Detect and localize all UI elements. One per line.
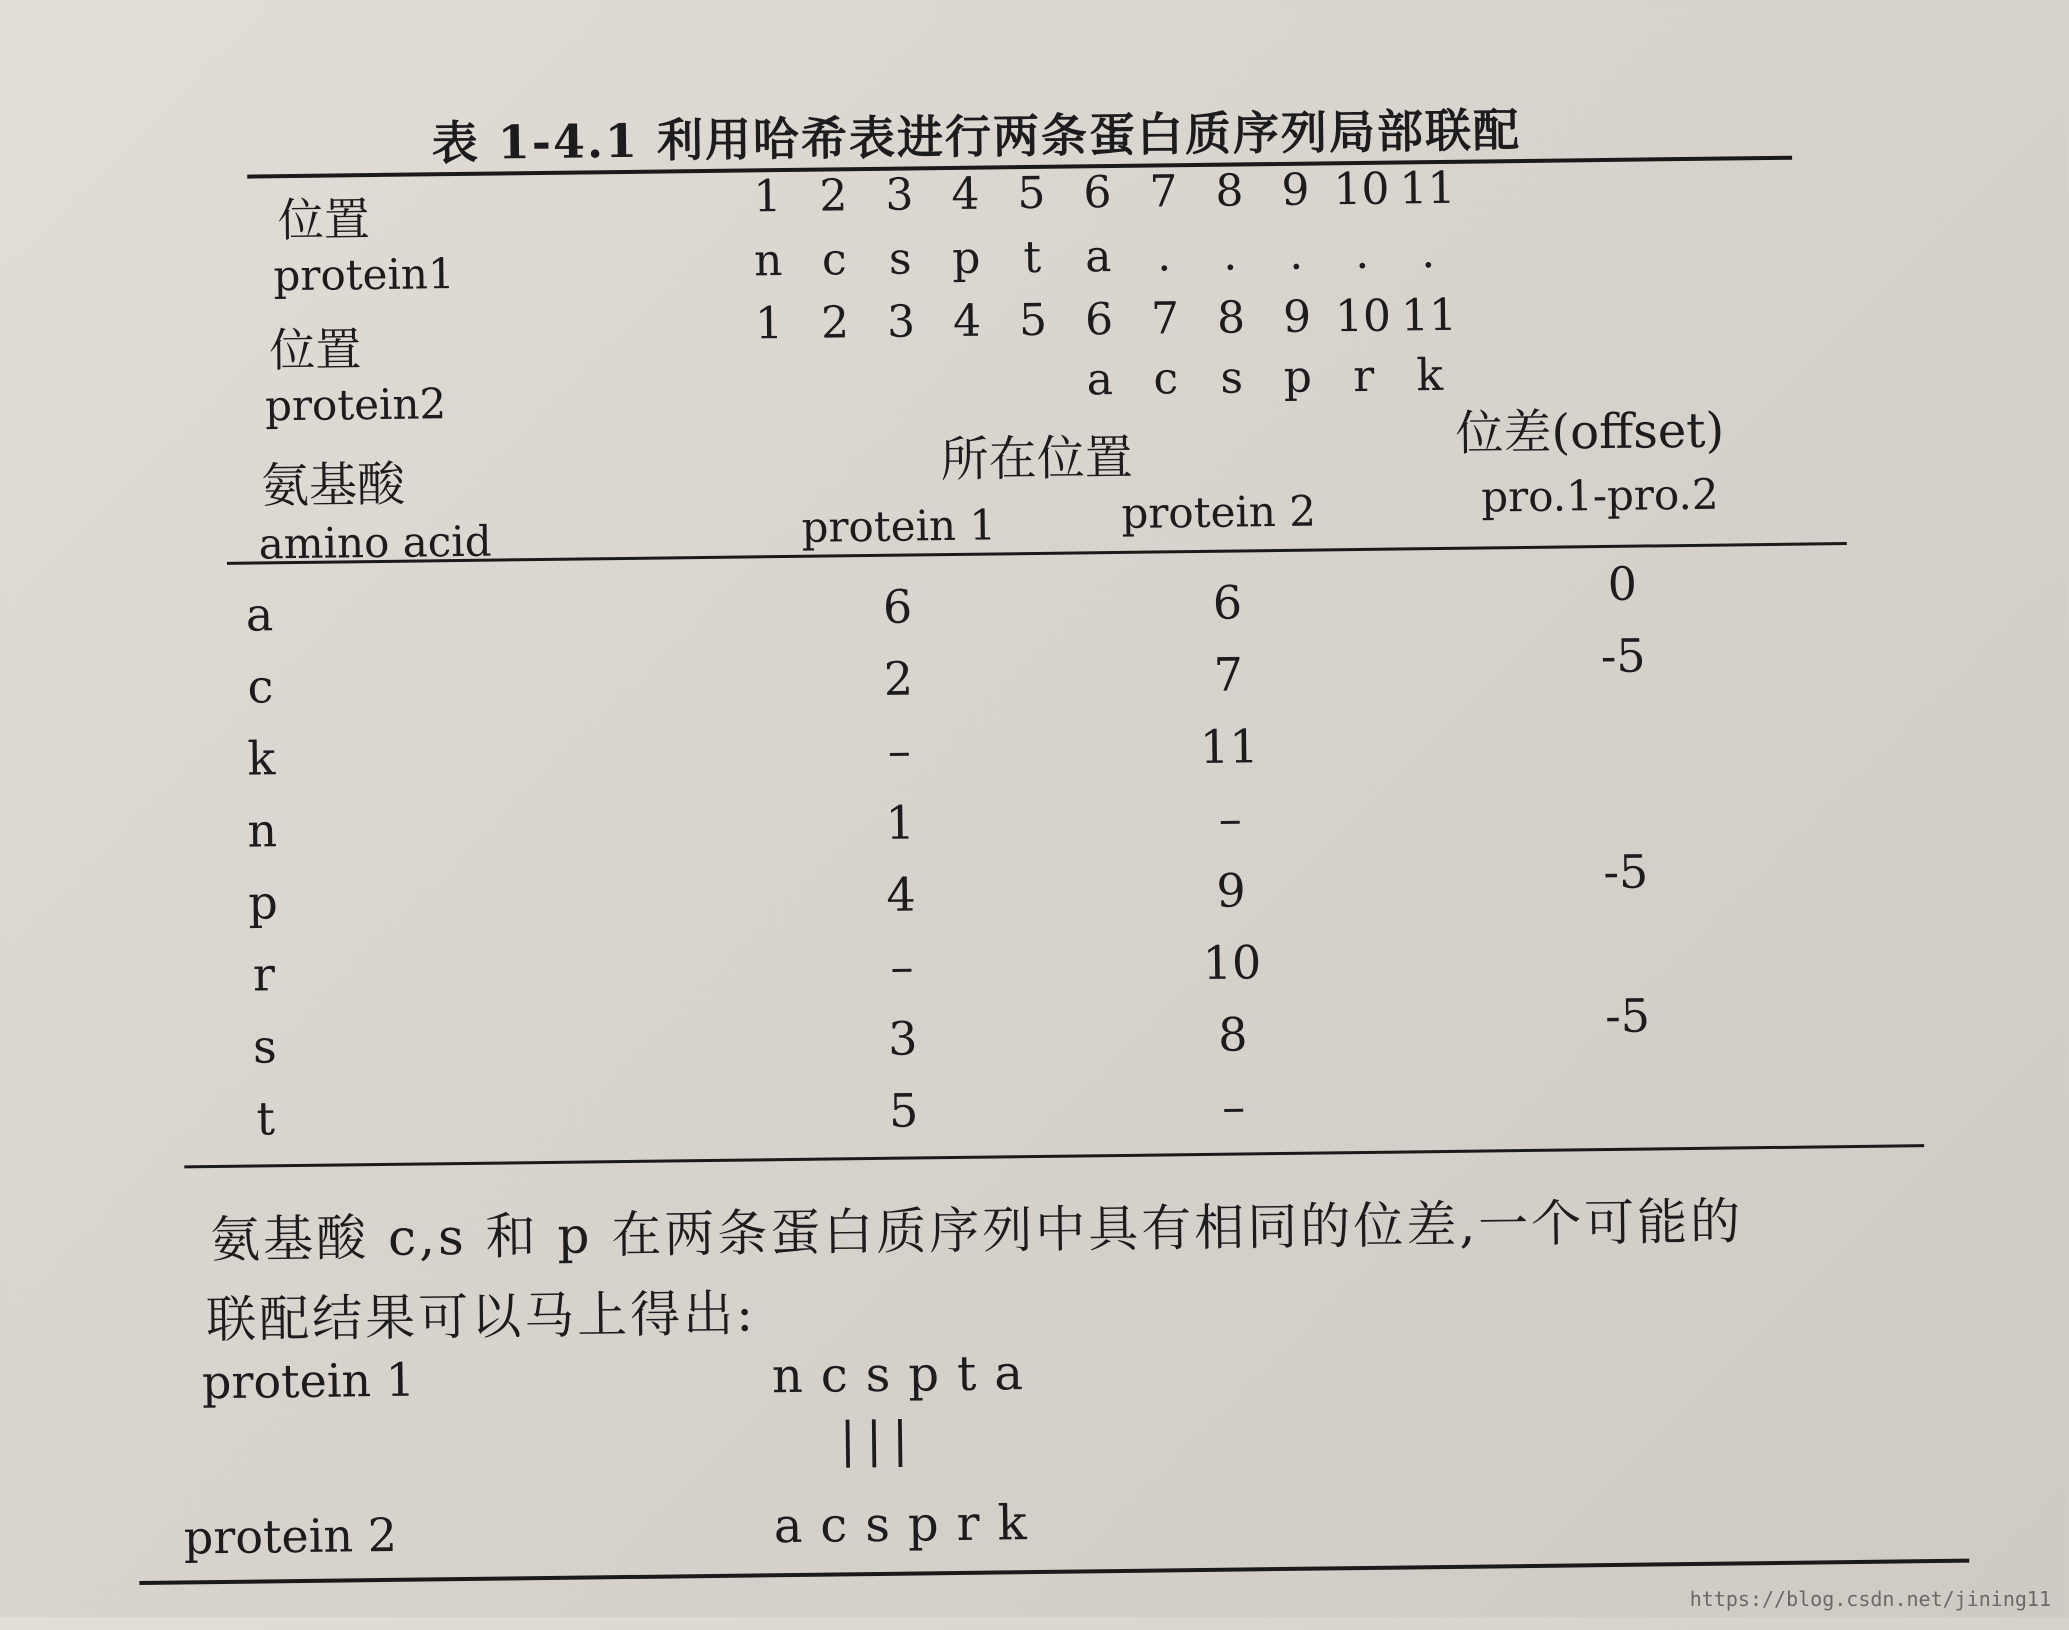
amino-acid-cell: k [247,731,276,786]
position-number: 5 [1018,294,1048,347]
paragraph-line-2: 联配结果可以马上得出: [205,1284,757,1350]
protein1-residue: . [1156,230,1172,282]
protein1-residue: n [753,235,783,287]
watermark-url: https://blog.csdn.net/jining11 [1689,1587,2051,1611]
protein2-position-cell: 10 [1202,935,1262,990]
protein2-position-cell: – [1218,791,1242,846]
offset-cell: -5 [1603,844,1649,900]
amino-acid-cell: n [247,803,278,858]
offset-cell: 0 [1607,556,1638,611]
amino-acid-cell: r [252,947,276,1002]
header-amino-cn: 氨基酸 [260,456,406,515]
offset-cell: -5 [1600,628,1646,684]
offset-cell [1555,772,1695,774]
alignment-protein1-sequence: ncspta [771,1344,1042,1405]
protein2-residue: s [1220,352,1244,404]
protein1-position-cell: 1 [885,795,916,850]
protein1-position-cell: 5 [888,1083,919,1138]
position-label-1: 位置 [277,192,371,248]
alignment-protein2-label: protein 2 [183,1507,398,1565]
position-number: 7 [1149,166,1178,218]
amino-acid-cell: s [252,1019,277,1074]
protein2-residue: p [1283,351,1313,403]
protein1-position-cell: 2 [883,651,914,706]
protein1-position-cell: 3 [887,1011,918,1066]
offset-cell [1556,916,1696,918]
protein2-residue [739,358,799,359]
paragraph-line-1: 氨基酸 c,s 和 p 在两条蛋白质序列中具有相同的位差,一个可能的 [209,1192,1744,1270]
position-number: 5 [1017,167,1046,220]
position-number: 3 [885,169,914,221]
header-offset-cn: 位差(offset) [1455,402,1725,462]
protein1-position-cell: – [887,723,912,778]
position-number: 1 [753,171,782,223]
position-number: 11 [1400,289,1458,342]
position-number: 4 [952,295,982,347]
protein2-residue [871,356,931,357]
offset-cell [1558,1060,1698,1062]
protein2-label: protein2 [264,379,447,431]
page-bottom-rule [139,1559,1969,1585]
protein1-residue: s [888,233,912,285]
table-bottom-rule [184,1144,1924,1168]
position-number: 8 [1216,292,1246,344]
position-number: 6 [1083,167,1112,219]
header-protein1: protein 1 [801,500,997,552]
protein2-residue: c [1153,353,1179,405]
protein2-residue [1003,355,1063,356]
position-number: 7 [1150,293,1180,345]
alignment-match-bars: ||| [839,1411,919,1469]
alignment-protein1-label: protein 1 [201,1352,416,1410]
position-number: 2 [819,170,848,222]
protein1-residue: c [821,234,847,286]
protein1-position-cell: 6 [882,579,913,634]
header-amino-en: amino acid [258,516,492,569]
protein1-residue: t [1023,231,1042,284]
offset-cell [1554,700,1694,702]
position-number: 3 [886,296,916,348]
position-number: 9 [1281,164,1310,216]
amino-acid-cell: c [247,659,274,714]
header-position-cn: 所在位置 [940,429,1134,489]
position-number: 1 [754,298,784,350]
header-protein2: protein 2 [1121,486,1317,538]
position-number: 9 [1282,291,1312,343]
protein2-position-cell: 6 [1212,575,1243,630]
position-label-2: 位置 [269,322,362,378]
protein1-residue: . [1288,228,1304,280]
position-number: 8 [1215,165,1244,217]
protein2-residue: k [1416,349,1444,402]
protein1-residue: p [951,232,981,284]
alignment-protein2-sequence: acsprk [773,1494,1045,1555]
protein2-residue [937,355,997,356]
table-caption: 表 1-4.1 利用哈希表进行两条蛋白质序列局部联配 [431,103,1522,171]
protein1-position-cell: 4 [886,867,917,922]
position-number: 10 [1334,290,1392,343]
position-number: 10 [1333,163,1390,216]
amino-acid-cell: t [256,1091,276,1146]
protein2-residue: r [1352,350,1375,403]
position-number: 4 [951,168,980,220]
position-number: 11 [1399,162,1456,215]
protein1-residue: . [1354,227,1370,280]
protein1-residue: . [1222,229,1238,281]
protein2-position-cell: 8 [1217,1007,1248,1062]
offset-cell: -5 [1604,988,1651,1044]
protein2-position-cell: 9 [1216,863,1246,918]
protein2-position-cell: – [1221,1079,1246,1134]
amino-acid-cell: p [248,875,279,930]
position-number: 2 [820,297,850,349]
protein1-residue: a [1084,231,1112,283]
protein1-position-cell: – [890,939,914,994]
position-number: 6 [1084,294,1114,346]
protein2-position-cell: 7 [1213,647,1244,702]
amino-acid-cell: a [245,587,274,642]
protein1-residue: . [1420,227,1436,279]
protein2-residue [805,357,865,358]
protein1-label: protein1 [273,249,455,301]
protein2-position-cell: 11 [1199,719,1259,774]
header-offset-en: pro.1-pro.2 [1480,469,1719,522]
protein2-residue: a [1086,354,1114,406]
